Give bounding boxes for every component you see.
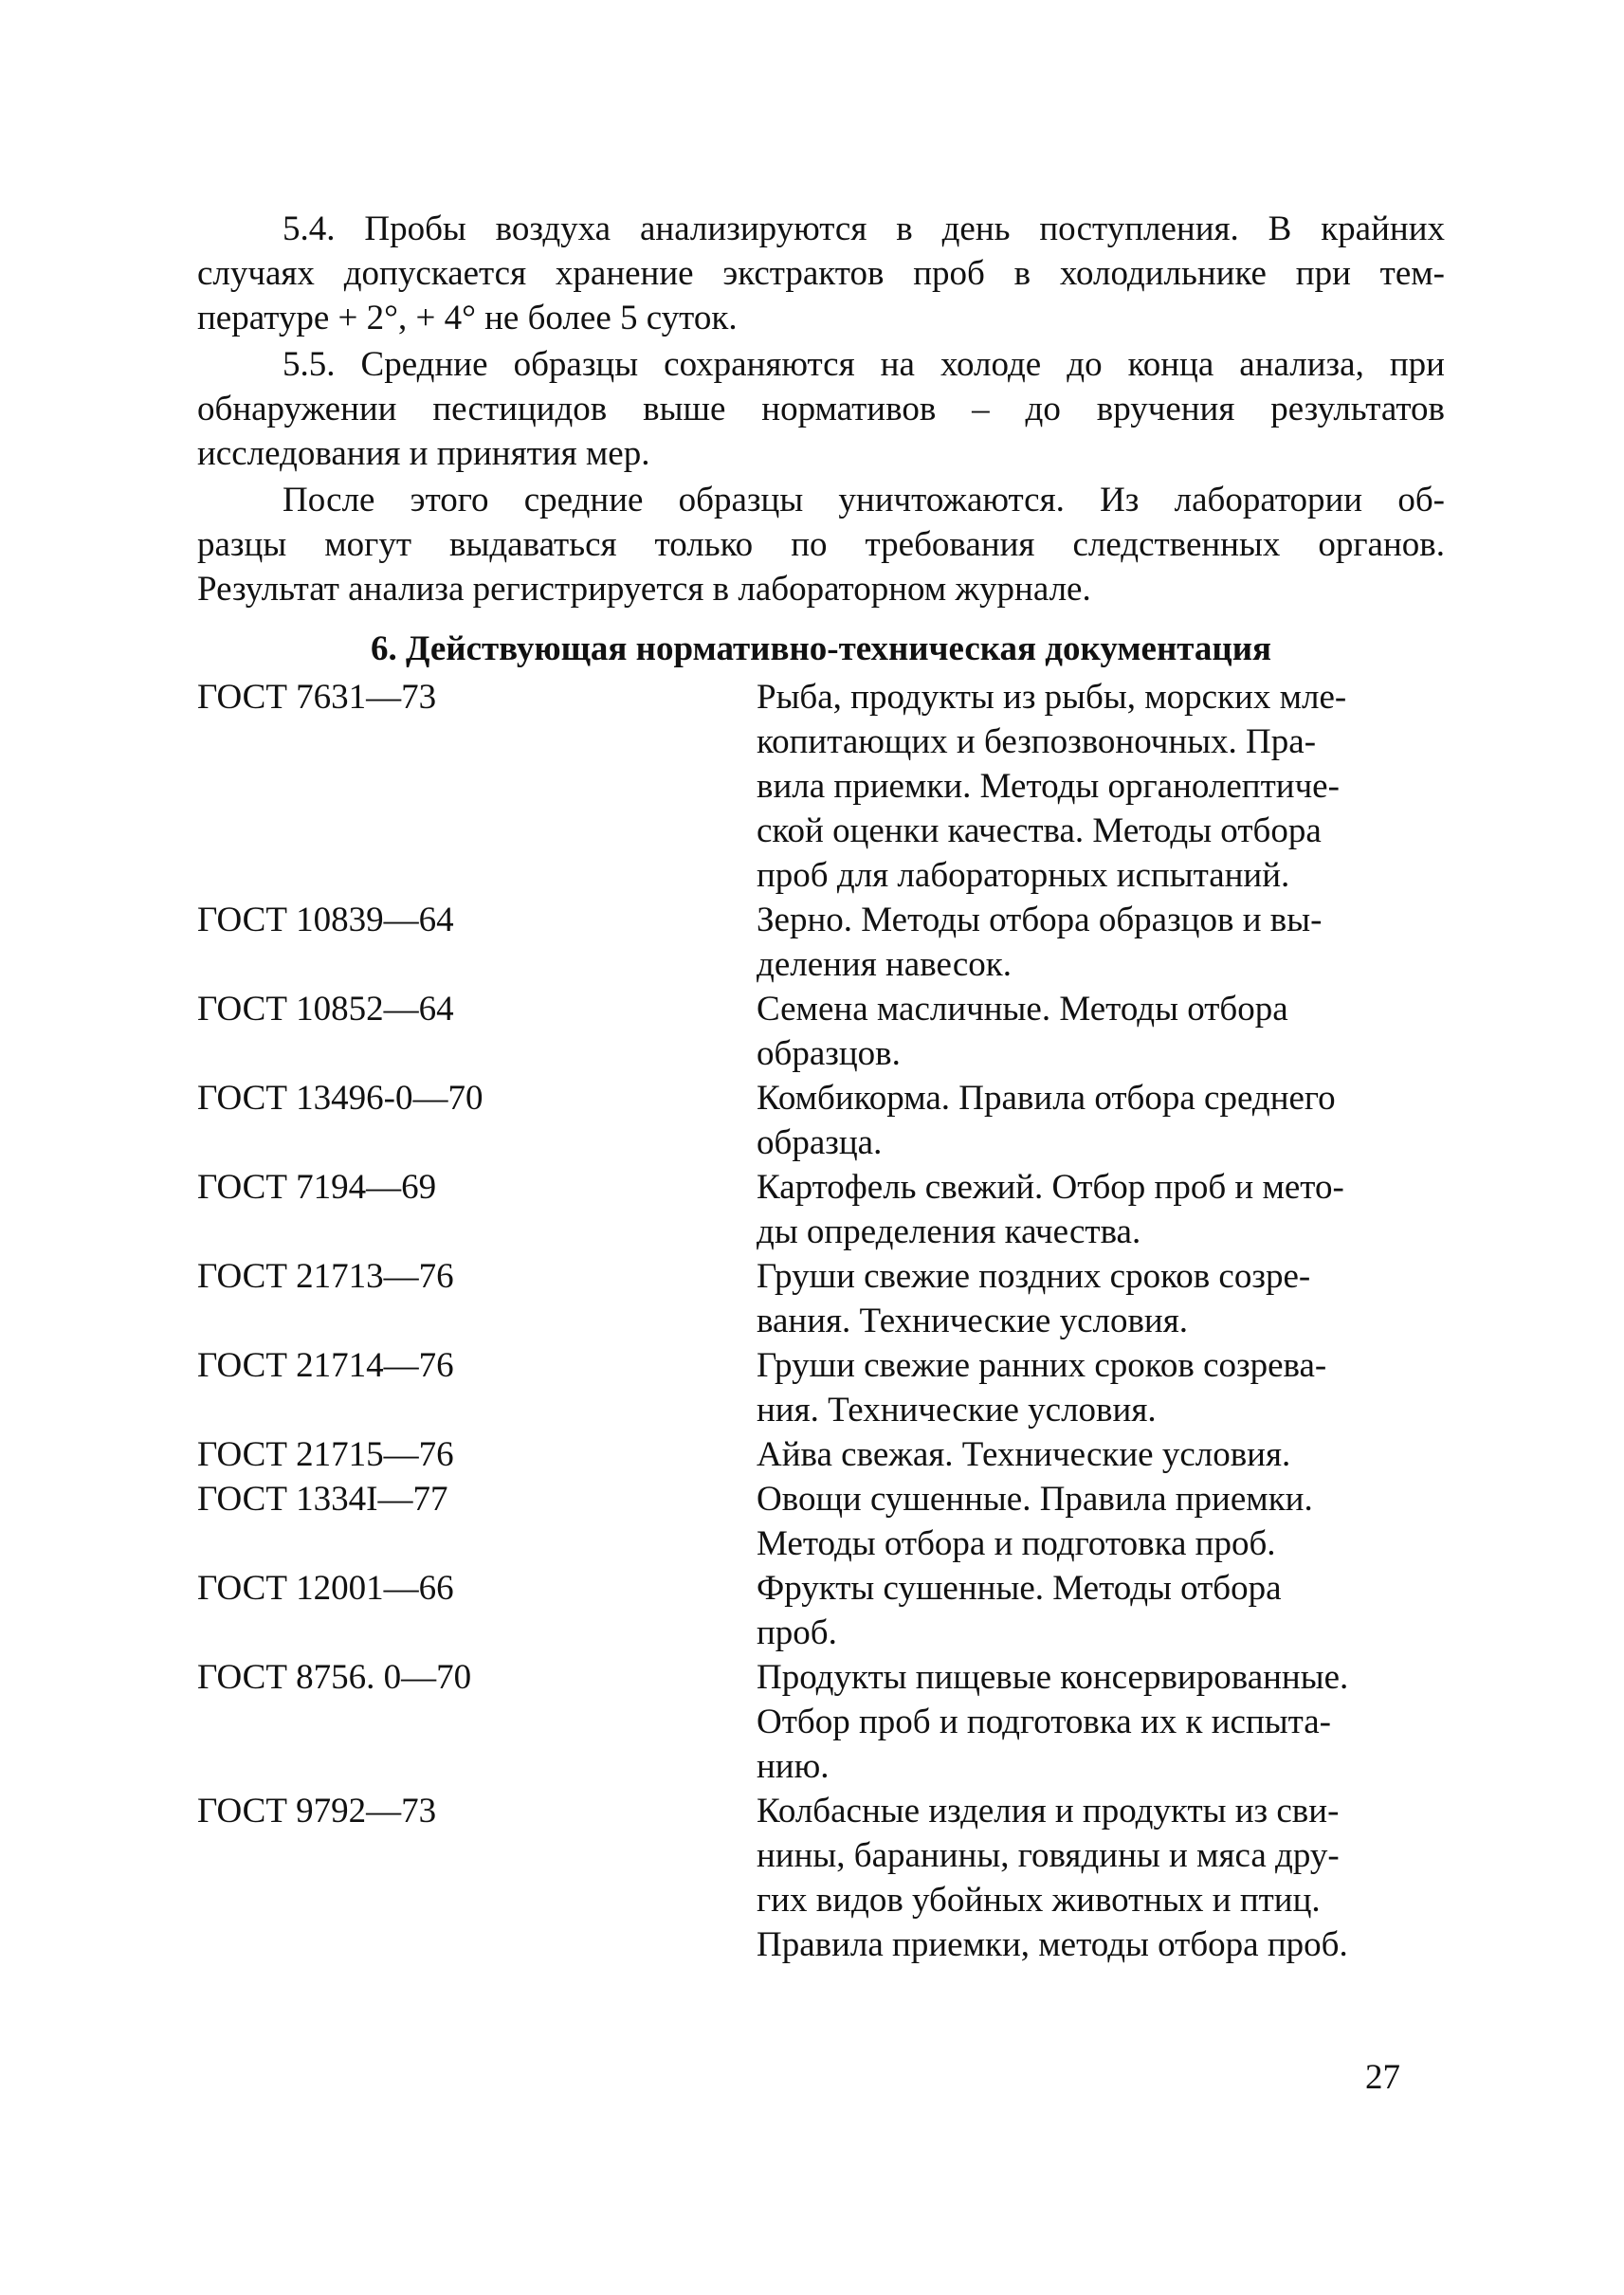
document-title-line: Груши свежие ранних сроков созрева- xyxy=(757,1346,1327,1385)
document-code: ГОСТ 12001—66 xyxy=(197,1569,454,1608)
document-title-line: Отбор проб и подготовка их к испыта- xyxy=(757,1703,1331,1741)
document-title xyxy=(757,1432,1445,1477)
document-code: ГОСТ 13496-0—70 xyxy=(197,1079,484,1118)
document-title-line: нины, баранины, говядины и мяса дру- xyxy=(757,1836,1340,1875)
document-title-line: ды определения качества. xyxy=(757,1212,1141,1251)
document-code: ГОСТ 8756. 0—70 xyxy=(197,1658,472,1697)
document-title xyxy=(757,1343,1445,1432)
document-title-line: Колбасные изделия и продукты из сви- xyxy=(757,1792,1340,1831)
document-title-line: Правила приемки, методы отбора проб. xyxy=(757,1925,1348,1964)
document-code: ГОСТ 7194—69 xyxy=(197,1168,437,1207)
document-title-line: копитающих и безпозвоночных. Пра- xyxy=(757,722,1317,761)
document-title xyxy=(757,675,1445,898)
text-line: случаях допускается хранение экстрактов проб в холодильнике при тем- xyxy=(197,254,1445,293)
document-code: ГОСТ 10852—64 xyxy=(197,990,454,1029)
document-title-line: образца. xyxy=(757,1123,883,1162)
text-line: 5.4. Пробы воздуха анализируются в день поступления. В крайних xyxy=(283,209,1445,248)
document-title-line: образцов. xyxy=(757,1034,901,1073)
document-title-line: проб. xyxy=(757,1613,837,1652)
text-line: Результат анализа регистрируется в лабораторном журнале. xyxy=(197,570,1091,609)
document-title-line: Методы отбора и подготовка проб. xyxy=(757,1524,1276,1563)
text-line: исследования и принятия мер. xyxy=(197,434,650,473)
document-code: ГОСТ 21713—76 xyxy=(197,1257,454,1296)
document-title xyxy=(757,898,1445,987)
document-title-line: Айва свежая. Технические условия. xyxy=(757,1435,1291,1474)
table-row xyxy=(197,1076,1445,1165)
table-row xyxy=(197,987,1445,1076)
document-title-line: Продукты пищевые консервированные. xyxy=(757,1658,1349,1697)
section-heading: 6. Действующая нормативно-техническая документация xyxy=(370,629,1272,668)
document-title-line: вания. Технические условия. xyxy=(757,1302,1189,1340)
document-title xyxy=(757,1076,1445,1165)
document-title-line: нию. xyxy=(757,1747,830,1786)
text-line: пературе + 2°, + 4° не более 5 суток. xyxy=(197,299,738,337)
text-line: 5.5. Средние образцы сохраняются на холоде до конца анализа, при xyxy=(283,345,1445,384)
document-title-line: ния. Технические условия. xyxy=(757,1391,1157,1430)
paragraph-5-4 xyxy=(197,207,1445,340)
document-title-line: деления навесок. xyxy=(757,945,1012,984)
table-row xyxy=(197,1432,1445,1477)
document-code: ГОСТ 10839—64 xyxy=(197,901,454,939)
document-title xyxy=(757,1566,1445,1655)
document-title xyxy=(757,1655,1445,1789)
document-title-line: Картофель свежий. Отбор проб и мето- xyxy=(757,1168,1344,1207)
text-line: обнаружении пестицидов выше нормативов – до вручения результатов xyxy=(197,390,1445,428)
document-title-line: проб для лабораторных испытаний. xyxy=(757,856,1290,895)
documents-table xyxy=(197,675,1445,1967)
document-code: ГОСТ 21714—76 xyxy=(197,1346,454,1385)
text-line: После этого средние образцы уничтожаются. Из лаборатории об- xyxy=(283,481,1445,519)
document-page xyxy=(197,207,1445,1967)
document-code: ГОСТ 7631—73 xyxy=(197,678,437,717)
table-row xyxy=(197,898,1445,987)
document-title xyxy=(757,1165,1445,1254)
page-number: 27 xyxy=(1365,2058,1400,2097)
document-code: ГОСТ 1334I—77 xyxy=(197,1480,448,1519)
paragraph-after xyxy=(197,478,1445,611)
document-title xyxy=(757,987,1445,1076)
table-row xyxy=(197,1165,1445,1254)
table-row xyxy=(197,1254,1445,1343)
document-code: ГОСТ 9792—73 xyxy=(197,1792,437,1831)
document-title-line: Груши свежие поздних сроков созре- xyxy=(757,1257,1311,1296)
document-title-line: ской оценки качества. Методы отбора xyxy=(757,811,1322,850)
document-code: ГОСТ 21715—76 xyxy=(197,1435,454,1474)
document-title-line: Фрукты сушенные. Методы отбора xyxy=(757,1569,1282,1608)
document-title-line: Рыба, продукты из рыбы, морских мле- xyxy=(757,678,1347,717)
table-row xyxy=(197,1343,1445,1432)
document-title-line: вила приемки. Методы органолептиче- xyxy=(757,767,1340,806)
document-title-line: Комбикорма. Правила отбора среднего xyxy=(757,1079,1336,1118)
document-title-line: Зерно. Методы отбора образцов и вы- xyxy=(757,901,1323,939)
table-row xyxy=(197,675,1445,898)
document-title xyxy=(757,1477,1445,1566)
table-row xyxy=(197,1655,1445,1789)
document-title-line: Семена масличные. Методы отбора xyxy=(757,990,1288,1029)
document-title xyxy=(757,1789,1445,1967)
table-row xyxy=(197,1566,1445,1655)
table-row xyxy=(197,1789,1445,1967)
document-title-line: гих видов убойных животных и птиц. xyxy=(757,1881,1321,1920)
table-row xyxy=(197,1477,1445,1566)
document-title xyxy=(757,1254,1445,1343)
text-line: разцы могут выдаваться только по требования следственных органов. xyxy=(197,525,1445,564)
document-title-line: Овощи сушенные. Правила приемки. xyxy=(757,1480,1313,1519)
paragraph-5-5 xyxy=(197,342,1445,476)
